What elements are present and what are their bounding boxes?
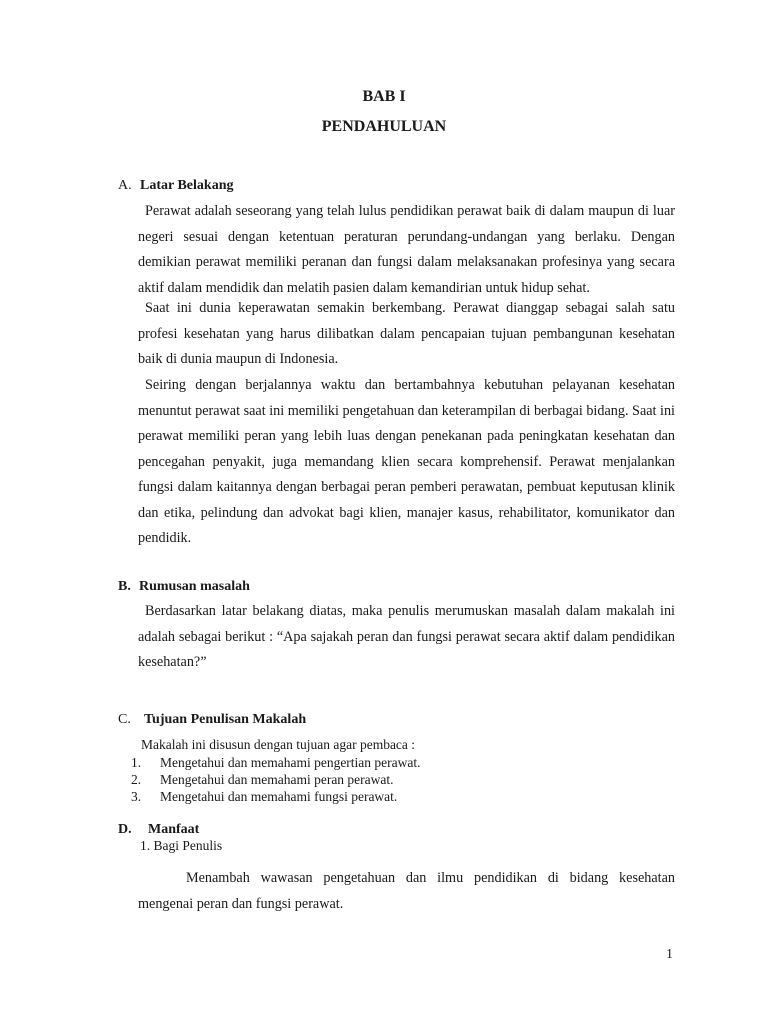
section-d-paragraph: Menambah wawasan pengetahuan dan ilmu pendidikan di bidang kesehatan mengenai peran dan fungsi perawat.	[138, 870, 675, 912]
list-item	[131, 788, 421, 805]
section-a-paragraph-3: Seiring dengan berjalannya waktu dan bertambahnya kebutuhan pelayanan kesehatan menuntut perawat saat ini memiliki pengetahuan dan keterampilan di berbagai bidang. Saat ini perawat memiliki peran yang lebih luas dengan penekanan pada peningkatan kesehatan dan pencegahan penyakit, juga memandang klien secara komprehensif. Perawat menjalankan fungsi dalam kaitannya dengan berbagai peran pemberi perawatan, pembuat keputusan klinik dan etika, pelindung dan advokat bagi klien, manajer kasus, rehabilitator, komunikator dan pendidik.	[138, 377, 675, 546]
list-item-text: Mengetahui dan memahami pengertian perawat.	[160, 755, 421, 770]
section-c-intro: Makalah ini disusun dengan tujuan agar pembaca :	[141, 737, 416, 752]
section-d-heading	[118, 822, 199, 838]
section-d-title: Manfaat	[148, 822, 200, 837]
section-b-heading	[118, 579, 250, 595]
section-d-letter: D.	[118, 822, 132, 837]
list-item	[131, 771, 421, 788]
section-c-letter: C.	[118, 712, 131, 727]
list-item-number: 3.	[131, 789, 142, 804]
section-a-paragraph-1: Perawat adalah seseorang yang telah lulus pendidikan perawat baik di dalam maupun di luar negeri sesuai dengan ketentuan peraturan perundang-undangan yang berlaku. Dengan demikian perawat memiliki peranan dan fungsi dalam melaksanakan profesinya yang secara aktif dalam mendidik dan melatih pasien dalam kemandirian untuk hidup sehat.	[138, 203, 675, 296]
list-item-text: Mengetahui dan memahami peran perawat.	[160, 772, 394, 787]
section-a-heading	[118, 178, 233, 194]
list-item-number: 2.	[131, 772, 142, 787]
chapter-number: BAB I	[362, 88, 406, 105]
section-a-letter: A.	[118, 178, 132, 193]
page-number: 1	[666, 947, 673, 962]
section-d-subtitle: 1. Bagi Penulis	[140, 838, 223, 853]
list-item	[131, 754, 421, 771]
section-b-letter: B.	[118, 579, 131, 594]
section-a-paragraph-2: Saat ini dunia keperawatan semakin berkembang. Perawat dianggap sebagai salah satu profesi kesehatan yang harus dilibatkan dalam pencapaian tujuan pembangunan kesehatan baik di dunia maupun di Indonesia.	[138, 300, 675, 367]
list-item-text: Mengetahui dan memahami fungsi perawat.	[160, 789, 398, 804]
section-c-title: Tujuan Penulisan Makalah	[144, 712, 307, 727]
chapter-title: PENDAHULUAN	[321, 118, 447, 135]
section-b-title: Rumusan masalah	[139, 579, 250, 594]
section-c-heading	[118, 712, 306, 728]
section-b-paragraph: Berdasarkan latar belakang diatas, maka penulis merumuskan masalah dalam makalah ini adalah sebagai berikut : “Apa sajakah peran dan fungsi perawat secara aktif dalam pendidikan kesehatan?”	[138, 603, 675, 670]
section-a-title: Latar Belakang	[140, 178, 234, 193]
list-item-number: 1.	[131, 755, 142, 770]
section-c-list	[131, 754, 421, 805]
